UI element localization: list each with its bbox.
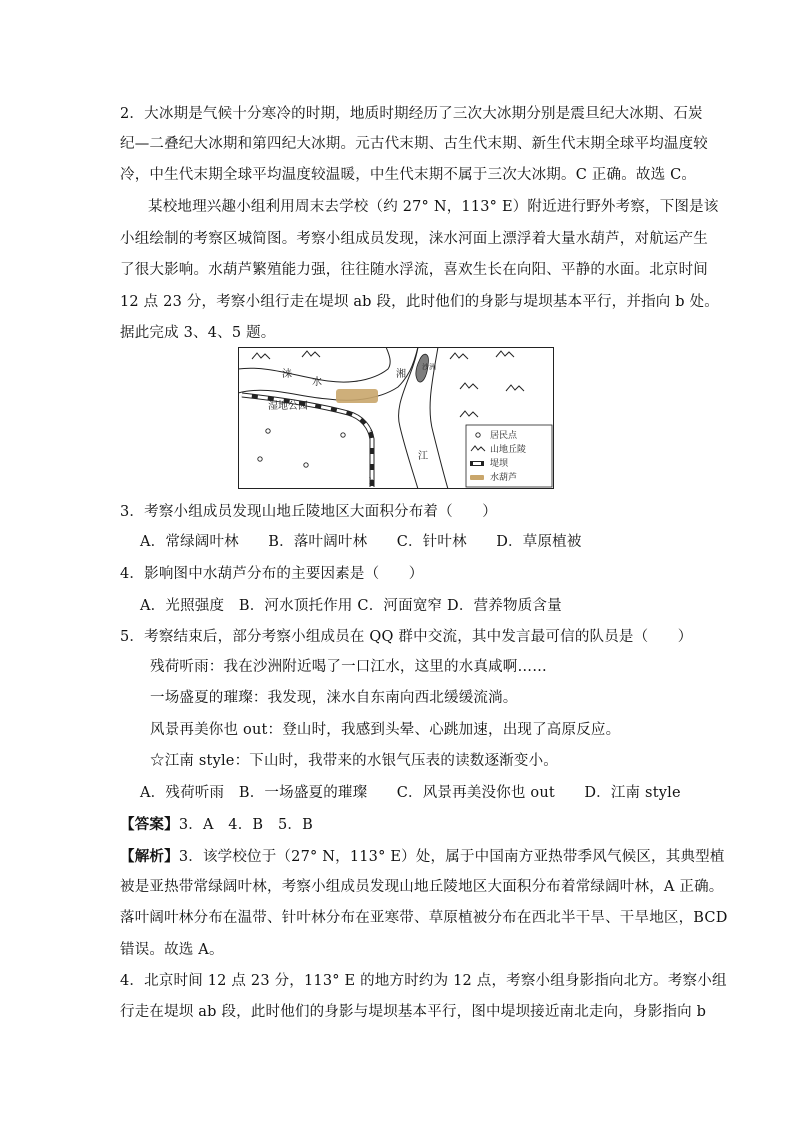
legend-hills: 山地丘陵 <box>490 445 527 455</box>
text-line: 错误。故选 A。 <box>120 942 224 958</box>
text-line: 2．大冰期是气候十分寒冷的时期，地质时期经历了三次大冰期分别是震旦纪大冰期、石炭 <box>120 106 703 122</box>
label-lai: 涞 <box>282 369 292 380</box>
text-line: 冷，中生代末期全球平均温度较温暖，中生代末期不属于三次大冰期。C 正确。故选 C。 <box>120 167 697 183</box>
quote-line: 残荷听雨：我在沙洲附近喝了一口江水，这里的水真咸啊…… <box>150 659 547 675</box>
text-line: 12 点 23 分，考察小组行走在堤坝 ab 段，此时他们的身影与堤坝基本平行，并指向 b 处。 <box>120 294 719 310</box>
answer-tag: 【答案】 <box>120 816 179 833</box>
text-line: 落叶阔叶林分布在温带、针叶林分布在亚寒带、草原植被分布在西北半干旱、干旱地区，BCD <box>120 910 728 926</box>
analysis-first: 3．该学校位于（27° N，113° E）处，属于中国南方亚热带季风气候区，其典型植 <box>178 849 725 865</box>
quote-line: ☆江南 style：下山时，我带来的水银气压表的读数逐渐变小。 <box>150 753 558 769</box>
text-line: 被是亚热带常绿阔叶林，考察小组成员发现山地丘陵地区大面积分布着常绿阔叶林，A 正确。 <box>120 879 724 895</box>
question-3-stem: 3．考察小组成员发现山地丘陵地区大面积分布着（ ） <box>120 504 497 520</box>
analysis-line <box>120 845 725 866</box>
text-line: 行走在堤坝 ab 段，此时他们的身影与堤坝基本平行，图中堤坝接近南北走向，身影指向 b <box>120 1004 707 1020</box>
answer-text: 3．A 4．B 5．B <box>178 817 313 833</box>
text-line: 据此完成 3、4、5 题。 <box>120 325 276 341</box>
text-line: 4．北京时间 12 点 23 分，113° E 的地方时约为 12 点，考察小组身影指向北方。考察小组 <box>120 973 727 989</box>
question-5-stem: 5．考察结束后，部分考察小组成员在 QQ 群中交流，其中发言最可信的队员是（ ） <box>120 629 693 645</box>
legend-settlement: 居民点 <box>490 431 518 441</box>
label-shui: 水 <box>312 377 322 388</box>
question-3-options: A．常绿阔叶林 B．落叶阔叶林 C．针叶林 D．草原植被 <box>140 534 582 550</box>
label-dike-a: a <box>369 428 374 437</box>
map-legend <box>466 425 552 487</box>
question-4-stem: 4．影响图中水葫芦分布的主要因素是（ ） <box>120 566 424 582</box>
legend-dike: 堤坝 <box>490 459 509 469</box>
text-line: 小组绘制的考察区城简图。考察小组成员发现，涞水河面上漂浮着大量水葫芦，对航运产生 <box>120 231 708 247</box>
quote-line: 一场盛夏的璀璨：我发现，涞水自东南向西北缓缓流淌。 <box>150 690 518 706</box>
question-5-options: A．残荷听雨 B．一场盛夏的璀璨 C．风景再美没你也 out D．江南 style <box>140 785 681 801</box>
text-line: 某校地理兴趣小组利用周末去学校（约 27° N，113° E）附近进行野外考察，下图是该 <box>148 199 719 215</box>
legend-water-hyacinth: 水葫芦 <box>490 473 518 483</box>
label-jiang: 江 <box>418 451 428 462</box>
label-wetland-park: 湿地公园 <box>268 401 308 412</box>
water-hyacinth-patch <box>336 389 378 403</box>
question-4-options: A．光照强度 B．河水顶托作用 C．河面宽窄 D．营养物质含量 <box>140 598 562 614</box>
quote-line: 风景再美你也 out：登山时，我感到头晕、心跳加速，出现了高原反应。 <box>150 722 621 738</box>
label-dike-b: b <box>369 477 375 486</box>
study-area-map <box>238 347 554 489</box>
answer-line <box>120 813 313 834</box>
label-sandbar: 沙洲 <box>422 363 436 371</box>
text-line: 了很大影响。水葫芦繁殖能力强，往往随水浮流，喜欢生长在向阳、平静的水面。北京时间 <box>120 262 708 278</box>
label-xiang: 湘 <box>396 369 406 380</box>
analysis-tag: 【解析】 <box>120 848 179 865</box>
text-line: 纪—二叠纪大冰期和第四纪大冰期。元古代末期、古生代末期、新生代末期全球平均温度较 <box>120 136 708 152</box>
